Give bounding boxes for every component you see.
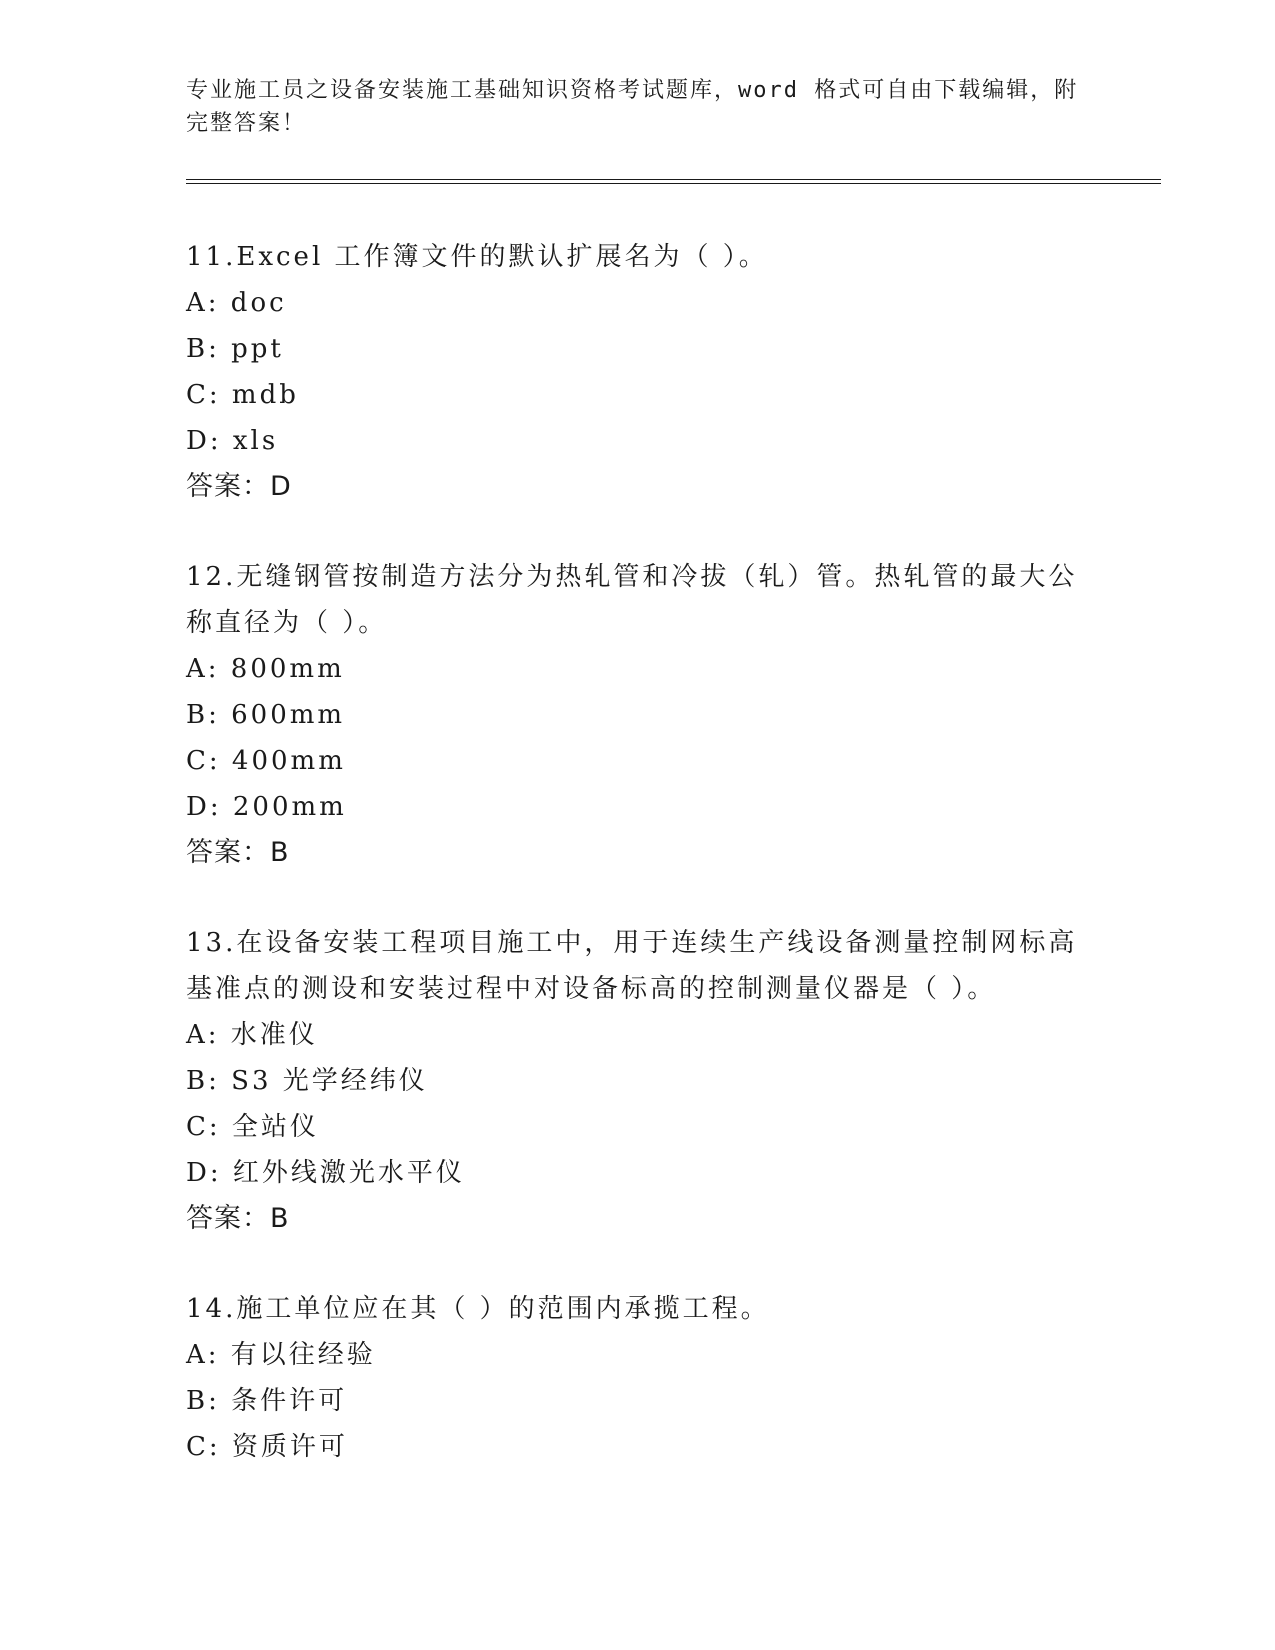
question-11 <box>186 234 1161 510</box>
option-a: A: 800mm <box>186 654 345 684</box>
option-a: A: doc <box>186 288 287 318</box>
question-text: 14.施工单位应在其（ ）的范围内承揽工程。 <box>186 1294 770 1324</box>
question-14 <box>186 1286 1161 1470</box>
option-d: D: 红外线激光水平仪 <box>186 1158 465 1188</box>
option-c: C: 400mm <box>186 746 346 776</box>
question-12 <box>186 554 1161 876</box>
question-list <box>186 234 1161 1470</box>
document-page <box>186 74 1161 1514</box>
document-header: 专业施工员之设备安装施工基础知识资格考试题库，word 格式可自由下载编辑，附完整答案！ <box>186 78 1079 136</box>
option-b: B: 600mm <box>186 700 346 730</box>
option-b: B: 条件许可 <box>186 1386 348 1416</box>
option-b: B: ppt <box>186 334 284 364</box>
answer-line: 答案：D <box>186 471 292 502</box>
header-double-rule <box>186 179 1161 184</box>
question-text: 11.Excel 工作簿文件的默认扩展名为（ ）。 <box>186 242 768 272</box>
option-d: D: xls <box>186 426 279 456</box>
option-c: C: mdb <box>186 380 299 410</box>
question-text: 13.在设备安装工程项目施工中，用于连续生产线设备测量控制网标高基准点的测设和安装过程中对设备标高的控制测量仪器是（ ）。 <box>186 928 1078 1004</box>
option-a: A: 有以往经验 <box>186 1340 376 1370</box>
option-d: D: 200mm <box>186 792 347 822</box>
question-13 <box>186 920 1161 1242</box>
answer-line: 答案：B <box>186 837 290 868</box>
option-a: A: 水准仪 <box>186 1020 318 1050</box>
option-b: B: S3 光学经纬仪 <box>186 1066 428 1096</box>
option-c: C: 全站仪 <box>186 1112 319 1142</box>
answer-line: 答案：B <box>186 1203 290 1234</box>
option-c: C: 资质许可 <box>186 1432 348 1462</box>
question-text: 12.无缝钢管按制造方法分为热轧管和冷拔（轧）管。热轧管的最大公称直径为（ ）。 <box>186 562 1078 638</box>
